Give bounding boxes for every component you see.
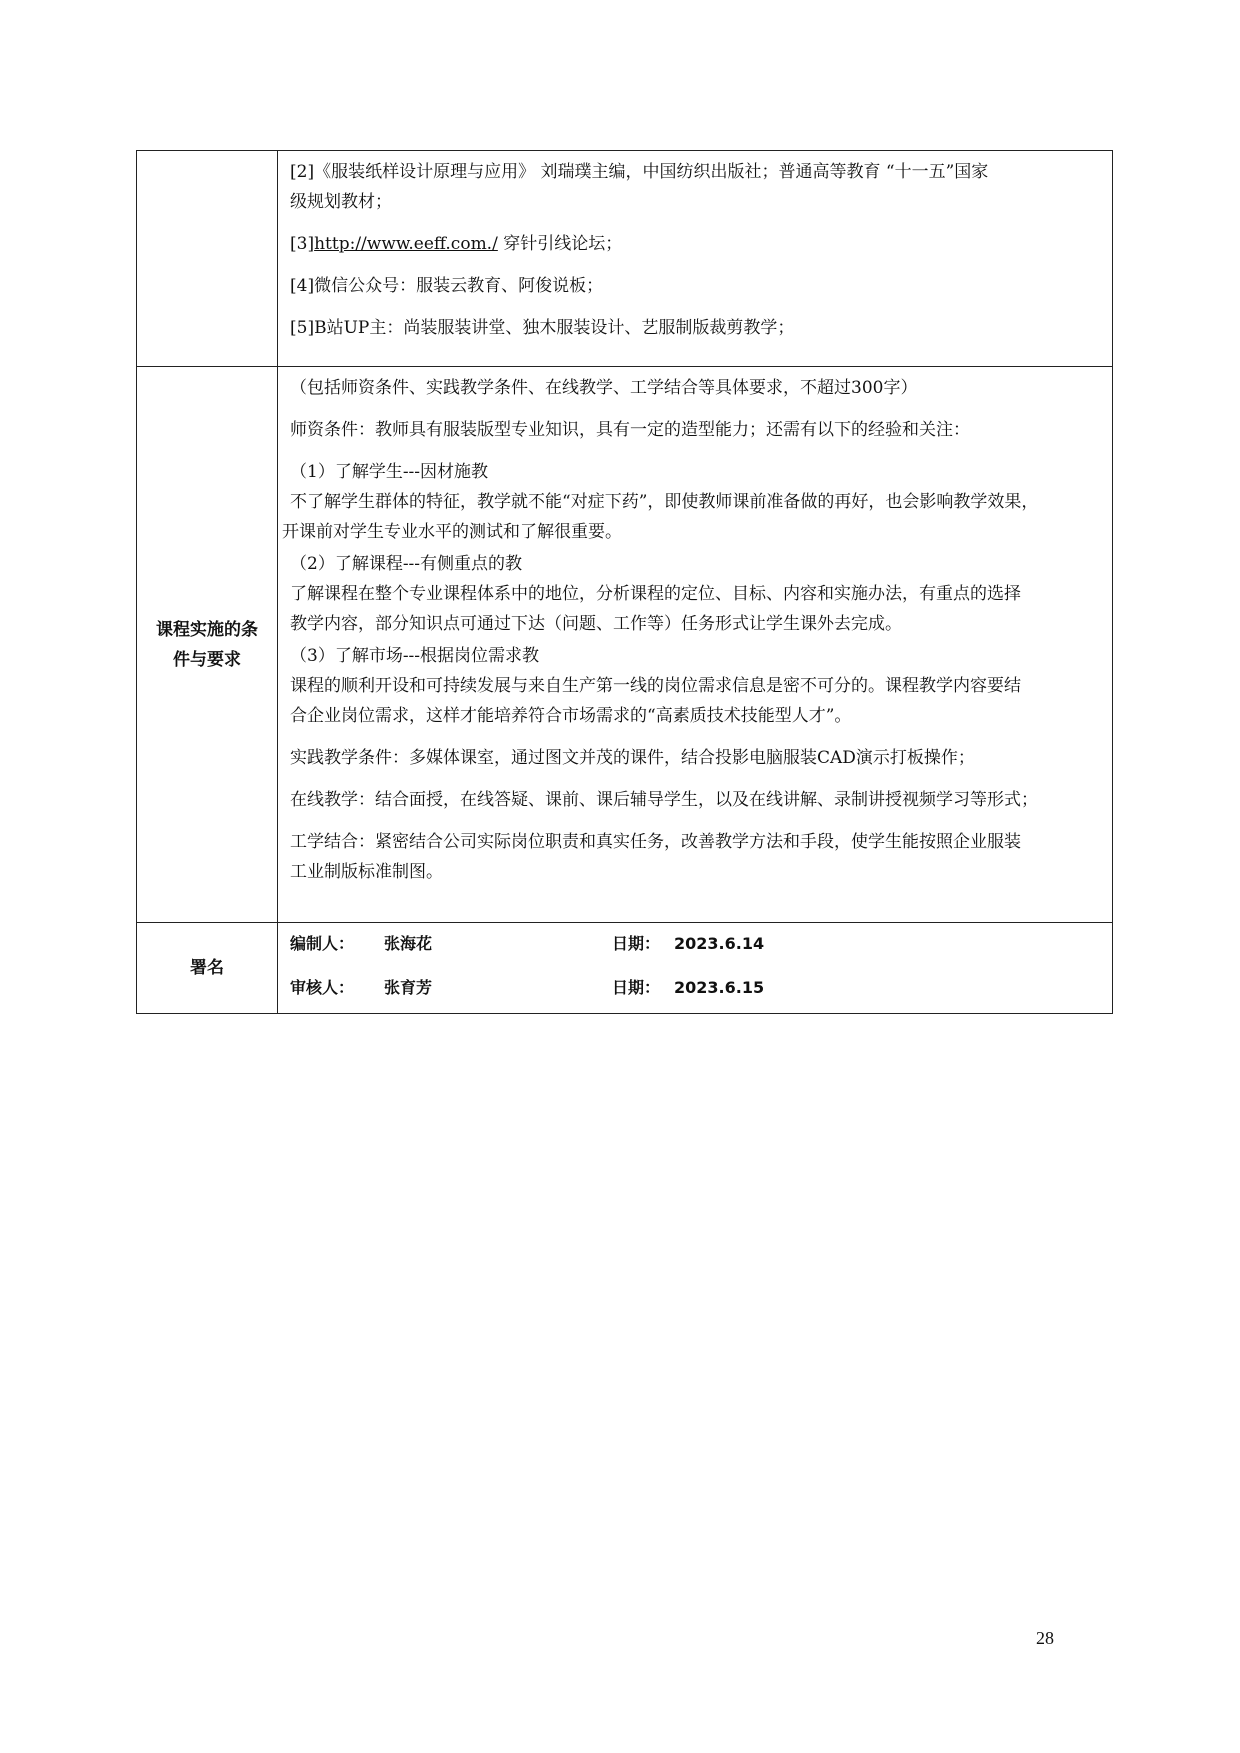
page-number: 28 [1036,1628,1054,1648]
signature-content-cell [278,923,1113,1014]
online-teaching: 在线教学：结合面授，在线答疑、课前、课后辅导学生，以及在线讲解、录制讲授视频学习等形式； [290,790,1038,810]
signature-label-cell [137,923,278,1014]
conditions-label-line-2: 件与要求 [173,649,241,670]
reference-2-line-1: [2]《服装纸样设计原理与应用》 刘瑞璞主编，中国纺织出版社；普通高等教育 “十一五”国家 [290,162,989,182]
conditions-label-cell [137,367,278,923]
work-study-integration [290,827,1102,887]
reference-3-suffix: 穿针引线论坛； [497,234,623,254]
reference-5: [5]B站UP主：尚装服装讲堂、独木服装设计、艺服制版裁剪教学； [290,318,795,338]
compiler-name: 张海花 [384,934,433,953]
reference-2-line-2: 级规划教材； [290,192,392,212]
work-study-line-1: 工学结合：紧密结合公司实际岗位职责和真实任务，改善教学方法和手段，使学生能按照企业服装 [290,832,1021,852]
course-table [136,150,1113,1014]
references-label-cell [137,151,278,367]
work-study-line-2: 工业制版标准制图。 [290,862,443,882]
signature-row [137,923,1113,1014]
point-1-line-2: 开课前对学生专业水平的测试和了解很重要。 [282,522,622,542]
point-2-line-1: 了解课程在整个专业课程体系中的地位，分析课程的定位、目标、内容和实施办法，有重点的选择 [290,584,1021,604]
compiler-label: 编制人： [290,934,355,953]
reviewer-date-label: 日期： [612,978,661,997]
point-2 [290,549,1102,639]
point-1-line-1: 不了解学生群体的特征，教学就不能“对症下药”，即使教师课前准备做的再好，也会影响教学效果， [290,492,1039,512]
faculty-conditions: 师资条件：教师具有服装版型专业知识，具有一定的造型能力；还需有以下的经验和关注： [290,420,970,440]
point-2-line-2: 教学内容，部分知识点可通过下达（问题、工作等）任务形式让学生课外去完成。 [290,614,902,634]
references-row [137,151,1113,367]
reviewer-label: 审核人： [290,978,355,997]
signature-label: 署名 [190,958,224,978]
point-1 [282,457,1102,547]
conditions-label [137,615,277,675]
reference-2 [290,157,1102,217]
reviewer-name: 张育芳 [384,978,433,997]
practice-conditions: 实践教学条件：多媒体课室，通过图文并茂的课件，结合投影电脑服装CAD演示打板操作； [290,748,975,768]
point-3 [290,641,1102,731]
reviewer-row [290,973,1102,1003]
compiler-date-label: 日期： [612,934,661,953]
reference-3-link[interactable]: http://www.eeff.com./ [314,234,498,254]
compiler-row [290,929,1102,959]
point-1-title: （1）了解学生---因材施教 [290,462,489,482]
point-3-line-2: 合企业岗位需求，这样才能培养符合市场需求的“高素质技术技能型人才”。 [290,706,852,726]
reviewer-date: 2023.6.15 [674,978,765,997]
point-3-line-1: 课程的顺利开设和可持续发展与来自生产第一线的岗位需求信息是密不可分的。课程教学内容要结 [290,676,1021,696]
point-3-title: （3）了解市场---根据岗位需求教 [290,646,540,666]
conditions-row [137,367,1113,923]
conditions-intro: （包括师资条件、实践教学条件、在线教学、工学结合等具体要求，不超过300字） [290,378,918,398]
conditions-label-line-1: 课程实施的条 [156,619,258,640]
reference-4: [4]微信公众号：服装云教育、阿俊说板； [290,276,604,296]
compiler-date: 2023.6.14 [674,934,765,953]
reference-3-prefix: [3] [290,234,315,254]
point-2-title: （2）了解课程---有侧重点的教 [290,554,523,574]
references-content-cell [278,151,1113,367]
reference-3 [290,229,1102,259]
conditions-content-cell [278,367,1113,923]
